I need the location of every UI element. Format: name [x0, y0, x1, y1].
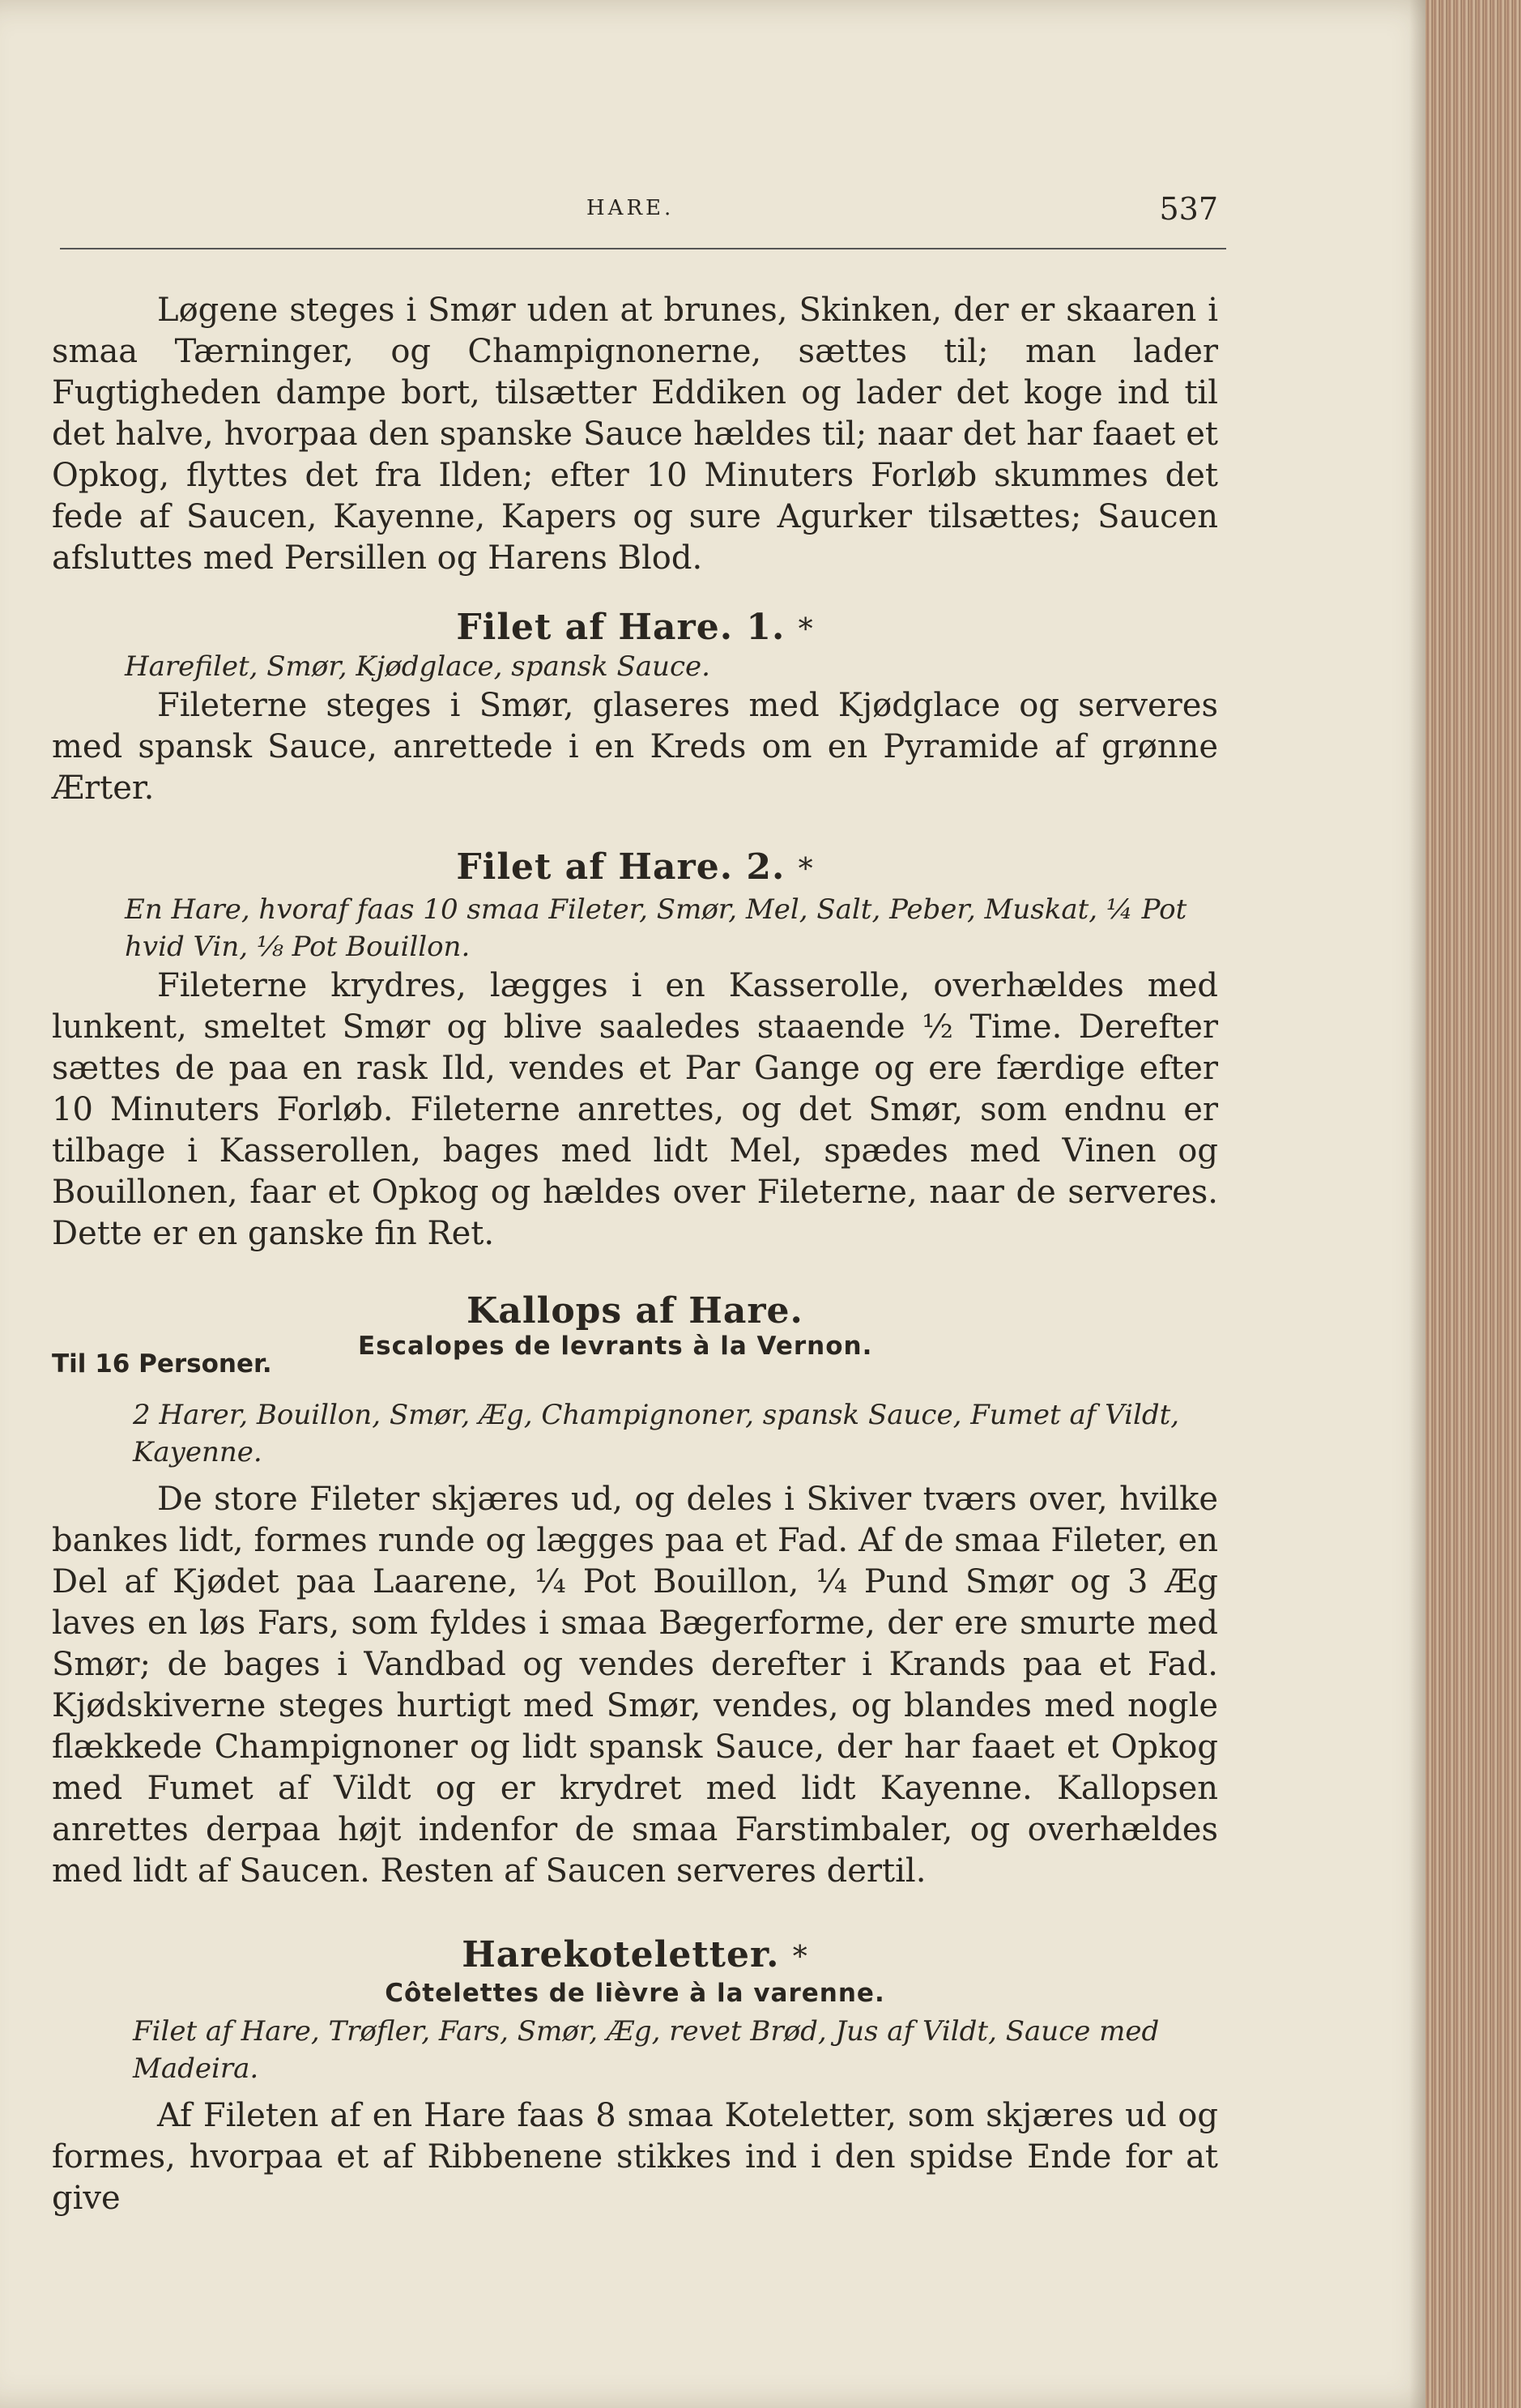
- running-head-title: HARE.: [586, 196, 675, 220]
- kallops-subheader: [52, 1332, 1218, 1382]
- recipe-number: 2.: [746, 846, 786, 888]
- ingredients-filet-2: En Hare, hvoraf faas 10 smaa Fileter, Smør, Mel, Salt, Peber, Muskat, ¼ Pot hvid Vin, ⅛ Pot Bouillon.: [125, 893, 1187, 963]
- recipe-title-text: Filet af Hare.: [456, 607, 734, 648]
- french-subtitle-koteletter: Côtelettes de lièvre à la varenne.: [385, 1979, 885, 2008]
- method-koteletter: Af Fileten af en Hare faas 8 smaa Koteletter, som skjæres ud og formes, hvorpaa et af Ribbenene stikkes ind i den spidse Ende for at give: [52, 2097, 1218, 2217]
- body-text: [52, 290, 1218, 2219]
- page-number: 537: [1159, 191, 1218, 227]
- method-filet-1: Fileterne steges i Smør, glaseres med Kjødglace og serveres med spansk Sauce, anrettede i en Kreds om en Pyramide af grønne Ærter.: [52, 687, 1218, 807]
- french-subtitle-kallops: Escalopes de levrants à la Vernon.: [358, 1332, 873, 1361]
- ingredients-koteletter: Filet af Hare, Trøfler, Fars, Smør, Æg, revet Brød, Jus af Vildt, Sauce med Madeira.: [133, 2015, 1160, 2085]
- recipe-title-koteletter: [52, 1934, 1218, 1975]
- recipe-number: 1.: [746, 607, 786, 648]
- recipe-title-filet-1: [52, 607, 1218, 648]
- servings-label: Til 16 Personer.: [52, 1349, 272, 1379]
- header-rule: [60, 248, 1226, 249]
- method-filet-2: Fileterne krydres, lægges i en Kasserolle, overhældes med lunkent, smeltet Smør og blive saaledes staaende ½ Time. Derefter sættes de paa en rask Ild, vendes et Par Gange og ere færdige efter 10 Minuters Forløb. Fileterne anrettes, og det Smør, som endnu er tilbage i Kasserollen, bages med lidt Mel, spædes med Vinen og Bouillonen, faar et Opkog og hældes over Fileterne, naar de serveres. Dette er en ganske fin Ret.: [52, 967, 1218, 1252]
- star-mark: *: [798, 853, 814, 886]
- star-mark: *: [798, 613, 814, 646]
- recipe-title-filet-2: [52, 846, 1218, 888]
- recipe-title-text: Filet af Hare.: [456, 846, 734, 888]
- star-mark: *: [792, 1941, 808, 1974]
- recipe-title-text: Harekoteletter.: [462, 1934, 780, 1975]
- page-edges: [1425, 0, 1521, 2408]
- recipe-title-kallops: Kallops af Hare.: [467, 1290, 803, 1332]
- running-head: [52, 191, 1218, 245]
- method-kallops: De store Fileter skjæres ud, og deles i Skiver tværs over, hvilke bankes lidt, formes runde og lægges paa et Fad. Af de smaa Fileter, en Del af Kjødet paa Laarene, ¼ Pot Bouillon, ¼ Pund Smør og 3 Æg laves en løs Fars, som fyldes i smaa Bægerforme, der ere smurte med Smør; de bages i Vandbad og vendes derefter i Krands paa et Fad. Kjødskiverne steges hurtigt med Smør, vendes, og blandes med nogle flækkede Champignoner og lidt spansk Sauce, der har faaet et Opkog med Fumet af Vildt og er krydret med lidt Kayenne. Kallopsen anrettes derpaa højt indenfor de smaa Farstimbaler, og overhældes med lidt af Saucen. Resten af Saucen serveres dertil.: [52, 1481, 1218, 1890]
- intro-paragraph: Løgene steges i Smør uden at brunes, Skinken, der er skaaren i smaa Tærninger, og Champignonerne, sættes til; man lader Fugtigheden dampe bort, tilsætter Eddiken og lader det koge ind til det halve, hvorpaa den spanske Sauce hældes til; naar det har faaet et Opkog, flyttes det fra Ilden; efter 10 Minuters Forløb skummes det fede af Saucen, Kayenne, Kapers og sure Agurker tilsættes; Saucen afsluttes med Persillen og Harens Blod.: [52, 292, 1218, 577]
- ingredients-kallops: 2 Harer, Bouillon, Smør, Æg, Champignoner, spansk Sauce, Fumet af Vildt, Kayenne.: [133, 1399, 1180, 1468]
- ingredients-filet-1: Harefilet, Smør, Kjødglace, spansk Sauce.: [125, 650, 710, 683]
